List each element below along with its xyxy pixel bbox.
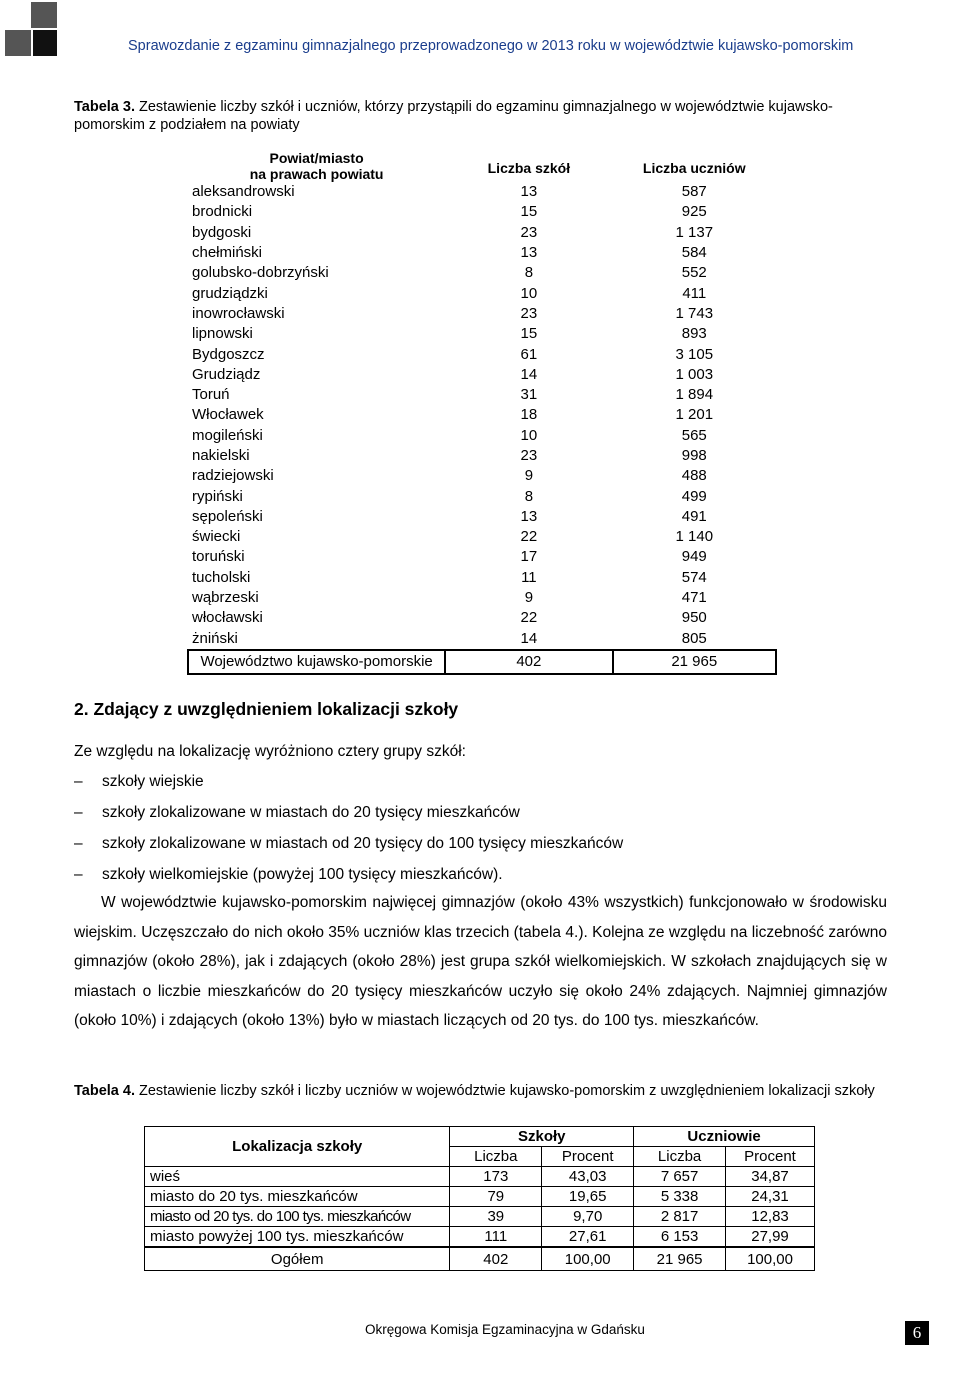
total-schools-count: 402 bbox=[450, 1247, 542, 1271]
table-row bbox=[145, 1227, 815, 1248]
powiat-name: wąbrzeski bbox=[192, 589, 259, 607]
location-name: wieś bbox=[145, 1167, 450, 1187]
total-name: Ogółem bbox=[145, 1247, 450, 1271]
students-count: 998 bbox=[681, 447, 707, 464]
table3-header-students: Liczba uczniów bbox=[642, 160, 746, 176]
header-title: Sprawozdanie z egzaminu gimnazjalnego przeprowadzonego w 2013 roku w województwie kujawsko-pomorskim bbox=[128, 38, 854, 54]
powiat-name: włocławski bbox=[192, 609, 263, 627]
table-row bbox=[188, 446, 776, 466]
schools-count: 14 bbox=[520, 365, 538, 383]
students-count: 1 137 bbox=[675, 223, 714, 241]
table-row bbox=[188, 283, 776, 303]
bullet-dash: – bbox=[74, 866, 83, 883]
list-item bbox=[74, 832, 623, 863]
students-count: 1 201 bbox=[675, 406, 714, 424]
table-row bbox=[188, 324, 776, 344]
schools-count: 111 bbox=[450, 1227, 542, 1248]
powiat-name: bydgoski bbox=[192, 223, 252, 241]
table4-subheader-schools-count: Liczba bbox=[450, 1147, 542, 1167]
table-row bbox=[188, 608, 776, 628]
schools-percent: 43,03 bbox=[542, 1167, 634, 1187]
footer-organization: Okręgowa Komisja Egzaminacyjna w Gdańsku bbox=[365, 1322, 645, 1337]
total-schools-percent: 100,00 bbox=[542, 1247, 634, 1271]
table3-total-row bbox=[188, 650, 776, 674]
table-row bbox=[188, 365, 776, 385]
table-row bbox=[188, 243, 776, 263]
list-item bbox=[74, 770, 623, 801]
schools-percent: 27,61 bbox=[542, 1227, 634, 1248]
students-count: 2 817 bbox=[634, 1207, 726, 1227]
bullet-dash: – bbox=[74, 773, 83, 790]
table3-caption-label: Tabela 3. bbox=[74, 99, 135, 115]
powiat-name: Włocławek bbox=[192, 406, 264, 424]
list-item-text: szkoły zlokalizowane w miastach od 20 tysięcy do 100 tysięcy mieszkańców bbox=[102, 835, 624, 852]
section-heading: 2. Zdający z uwzględnieniem lokalizacji szkoły bbox=[74, 699, 459, 719]
schools-count: 23 bbox=[520, 304, 538, 322]
table-row bbox=[188, 426, 776, 446]
table-row bbox=[145, 1187, 815, 1207]
students-count: 6 153 bbox=[634, 1227, 726, 1248]
students-count: 574 bbox=[681, 568, 707, 586]
schools-count: 15 bbox=[520, 203, 538, 221]
schools-count: 22 bbox=[520, 528, 538, 546]
table4-caption bbox=[74, 1082, 889, 1100]
table-row bbox=[188, 568, 776, 588]
powiat-name: Toruń bbox=[192, 386, 230, 404]
students-percent: 34,87 bbox=[726, 1167, 815, 1187]
location-name: miasto powyżej 100 tys. mieszkańców bbox=[145, 1227, 450, 1248]
powiat-name: rypiński bbox=[192, 487, 243, 505]
schools-count: 9 bbox=[524, 589, 534, 607]
schools-count: 39 bbox=[450, 1207, 542, 1227]
students-count: 1 743 bbox=[675, 304, 714, 322]
table3-header-powiat bbox=[188, 146, 445, 182]
schools-count: 23 bbox=[520, 447, 538, 464]
powiat-name: Bydgoszcz bbox=[192, 345, 265, 363]
table3-header-schools: Liczba szkół bbox=[487, 160, 571, 176]
table-row bbox=[188, 547, 776, 567]
powiat-name: radziejowski bbox=[192, 467, 274, 485]
students-count: 488 bbox=[681, 467, 707, 485]
table-row bbox=[145, 1167, 815, 1187]
schools-count: 8 bbox=[524, 487, 534, 505]
powiat-name: mogileński bbox=[192, 426, 263, 444]
students-count: 587 bbox=[681, 183, 707, 201]
total-students-count: 21 965 bbox=[634, 1247, 726, 1271]
students-percent: 27,99 bbox=[726, 1227, 815, 1248]
students-count: 893 bbox=[681, 325, 707, 343]
list-item-text: szkoły wiejskie bbox=[102, 773, 204, 790]
students-count: 805 bbox=[681, 629, 707, 647]
table-row bbox=[188, 405, 776, 425]
students-count: 949 bbox=[681, 548, 707, 566]
table4-body bbox=[145, 1167, 815, 1271]
body-paragraph bbox=[74, 888, 887, 1036]
logo bbox=[5, 2, 57, 58]
table-row bbox=[188, 304, 776, 324]
schools-count: 23 bbox=[520, 223, 538, 241]
table4-caption-label: Tabela 4. bbox=[74, 1083, 135, 1099]
table3 bbox=[187, 146, 777, 675]
table4-subheader-students-percent: Procent bbox=[726, 1147, 815, 1167]
schools-count: 18 bbox=[520, 406, 538, 424]
powiat-name: żniński bbox=[192, 629, 238, 647]
table-row bbox=[188, 507, 776, 527]
powiat-name: nakielski bbox=[192, 447, 250, 464]
students-count: 471 bbox=[681, 589, 707, 607]
powiat-name: aleksandrowski bbox=[192, 183, 295, 201]
students-count: 491 bbox=[681, 507, 707, 525]
total-students-percent: 100,00 bbox=[726, 1247, 815, 1271]
students-count: 411 bbox=[682, 284, 707, 302]
table-row bbox=[188, 202, 776, 222]
total-schools: 402 bbox=[445, 650, 612, 674]
students-count: 499 bbox=[681, 487, 707, 505]
table3-header-powiat-line1: Powiat/miasto bbox=[269, 150, 364, 166]
powiat-name: lipnowski bbox=[192, 325, 253, 343]
table4-header-schools: Szkoły bbox=[450, 1127, 634, 1147]
powiat-name: toruński bbox=[192, 548, 245, 566]
table-row bbox=[188, 385, 776, 405]
schools-count: 13 bbox=[520, 183, 538, 201]
list-item bbox=[74, 801, 623, 832]
table3-body bbox=[188, 182, 776, 674]
table-row bbox=[188, 629, 776, 650]
table4 bbox=[144, 1126, 815, 1271]
total-name: Województwo kujawsko-pomorskie bbox=[188, 650, 445, 674]
students-count: 1 894 bbox=[675, 386, 714, 404]
schools-count: 173 bbox=[450, 1167, 542, 1187]
table3-header-powiat-line2: na prawach powiatu bbox=[249, 166, 384, 182]
table-row bbox=[188, 527, 776, 547]
schools-count: 15 bbox=[520, 325, 538, 343]
total-students: 21 965 bbox=[613, 650, 776, 674]
table4-subheader-students-count: Liczba bbox=[634, 1147, 726, 1167]
schools-percent: 9,70 bbox=[542, 1207, 634, 1227]
powiat-name: świecki bbox=[192, 528, 241, 546]
section-intro: Ze względu na lokalizację wyróżniono cztery grupy szkół: bbox=[74, 743, 466, 760]
table-row bbox=[188, 263, 776, 283]
students-count: 565 bbox=[681, 426, 707, 444]
students-count: 3 105 bbox=[675, 345, 714, 363]
students-count: 5 338 bbox=[634, 1187, 726, 1207]
powiat-name: golubsko-dobrzyński bbox=[192, 264, 329, 282]
bullet-dash: – bbox=[74, 804, 83, 821]
table4-subheader-schools-percent: Procent bbox=[542, 1147, 634, 1167]
table-row bbox=[145, 1207, 815, 1227]
schools-count: 8 bbox=[524, 264, 534, 282]
table-row bbox=[188, 466, 776, 486]
powiat-name: sępoleński bbox=[192, 507, 263, 525]
table-row bbox=[188, 486, 776, 506]
schools-count: 10 bbox=[520, 284, 538, 302]
table3-caption-text: Zestawienie liczby szkół i uczniów, którzy przystąpili do egzaminu gimnazjalnego w województwie kujawsko-pomorskim z podziałem na powiaty bbox=[74, 99, 833, 133]
schools-count: 14 bbox=[520, 629, 538, 647]
schools-count: 13 bbox=[520, 507, 538, 525]
location-name: miasto do 20 tys. mieszkańców bbox=[145, 1187, 450, 1207]
powiat-name: chełmiński bbox=[192, 244, 263, 262]
page-number: 6 bbox=[905, 1321, 929, 1345]
schools-count: 10 bbox=[520, 426, 538, 444]
bullet-list bbox=[74, 770, 623, 894]
table-row bbox=[188, 182, 776, 202]
schools-count: 9 bbox=[524, 467, 534, 485]
table-row bbox=[188, 344, 776, 364]
table4-caption-text: Zestawienie liczby szkół i liczby uczniów w województwie kujawsko-pomorskim z uwzględnieniem lokalizacji szkoły bbox=[134, 1083, 875, 1099]
powiat-name: brodnicki bbox=[192, 203, 253, 221]
students-count: 1 140 bbox=[675, 528, 714, 546]
students-count: 1 003 bbox=[675, 365, 714, 383]
table4-header-students: Uczniowie bbox=[634, 1127, 815, 1147]
schools-count: 17 bbox=[520, 548, 538, 566]
schools-percent: 19,65 bbox=[542, 1187, 634, 1207]
schools-count: 31 bbox=[520, 386, 538, 404]
students-count: 925 bbox=[681, 203, 707, 221]
schools-count: 13 bbox=[520, 244, 538, 262]
schools-count: 22 bbox=[520, 609, 538, 627]
table4-header-location: Lokalizacja szkoły bbox=[145, 1127, 450, 1167]
students-count: 584 bbox=[681, 244, 707, 262]
schools-count: 79 bbox=[450, 1187, 542, 1207]
students-count: 950 bbox=[681, 609, 707, 627]
powiat-name: tucholski bbox=[192, 568, 251, 586]
list-item-text: szkoły zlokalizowane w miastach do 20 tysięcy mieszkańców bbox=[102, 804, 520, 821]
schools-count: 11 bbox=[521, 568, 537, 586]
schools-count: 61 bbox=[520, 345, 538, 363]
table4-total-row bbox=[145, 1247, 815, 1271]
location-name: miasto od 20 tys. do 100 tys. mieszkańców bbox=[145, 1207, 450, 1227]
list-item-text: szkoły wielkomiejskie (powyżej 100 tysięcy mieszkańców). bbox=[102, 866, 503, 883]
body-paragraph-text: W województwie kujawsko-pomorskim najwięcej gimnazjów (około 43% wszystkich) funkcjonowało w środowisku wiejskim. Uczęszczało do nich około 35% uczniów klas trzecich (tabela 4.). Kolejna ze względu na liczebność zarówno gimnazjów (około 28%), jak i zdających (około 28%) jest grupa szkół wielkomiejskich. W szkołach znajdujących się w miastach o liczbie mieszkańców do 20 tysięcy mieszkańców uczyło się około 24% zdających. Najmniej gimnazjów (około 10%) i zdających (około 13%) było w miastach liczących od 20 tys. do 100 tys. mieszkańców. bbox=[74, 894, 887, 1029]
students-percent: 24,31 bbox=[726, 1187, 815, 1207]
students-count: 7 657 bbox=[634, 1167, 726, 1187]
table3-caption bbox=[74, 98, 889, 134]
table-row bbox=[188, 223, 776, 243]
powiat-name: grudziądzki bbox=[192, 284, 268, 302]
powiat-name: Grudziądz bbox=[192, 365, 261, 383]
powiat-name: inowrocławski bbox=[192, 304, 285, 322]
students-count: 552 bbox=[681, 264, 707, 282]
students-percent: 12,83 bbox=[726, 1207, 815, 1227]
bullet-dash: – bbox=[74, 835, 83, 852]
table-row bbox=[188, 588, 776, 608]
